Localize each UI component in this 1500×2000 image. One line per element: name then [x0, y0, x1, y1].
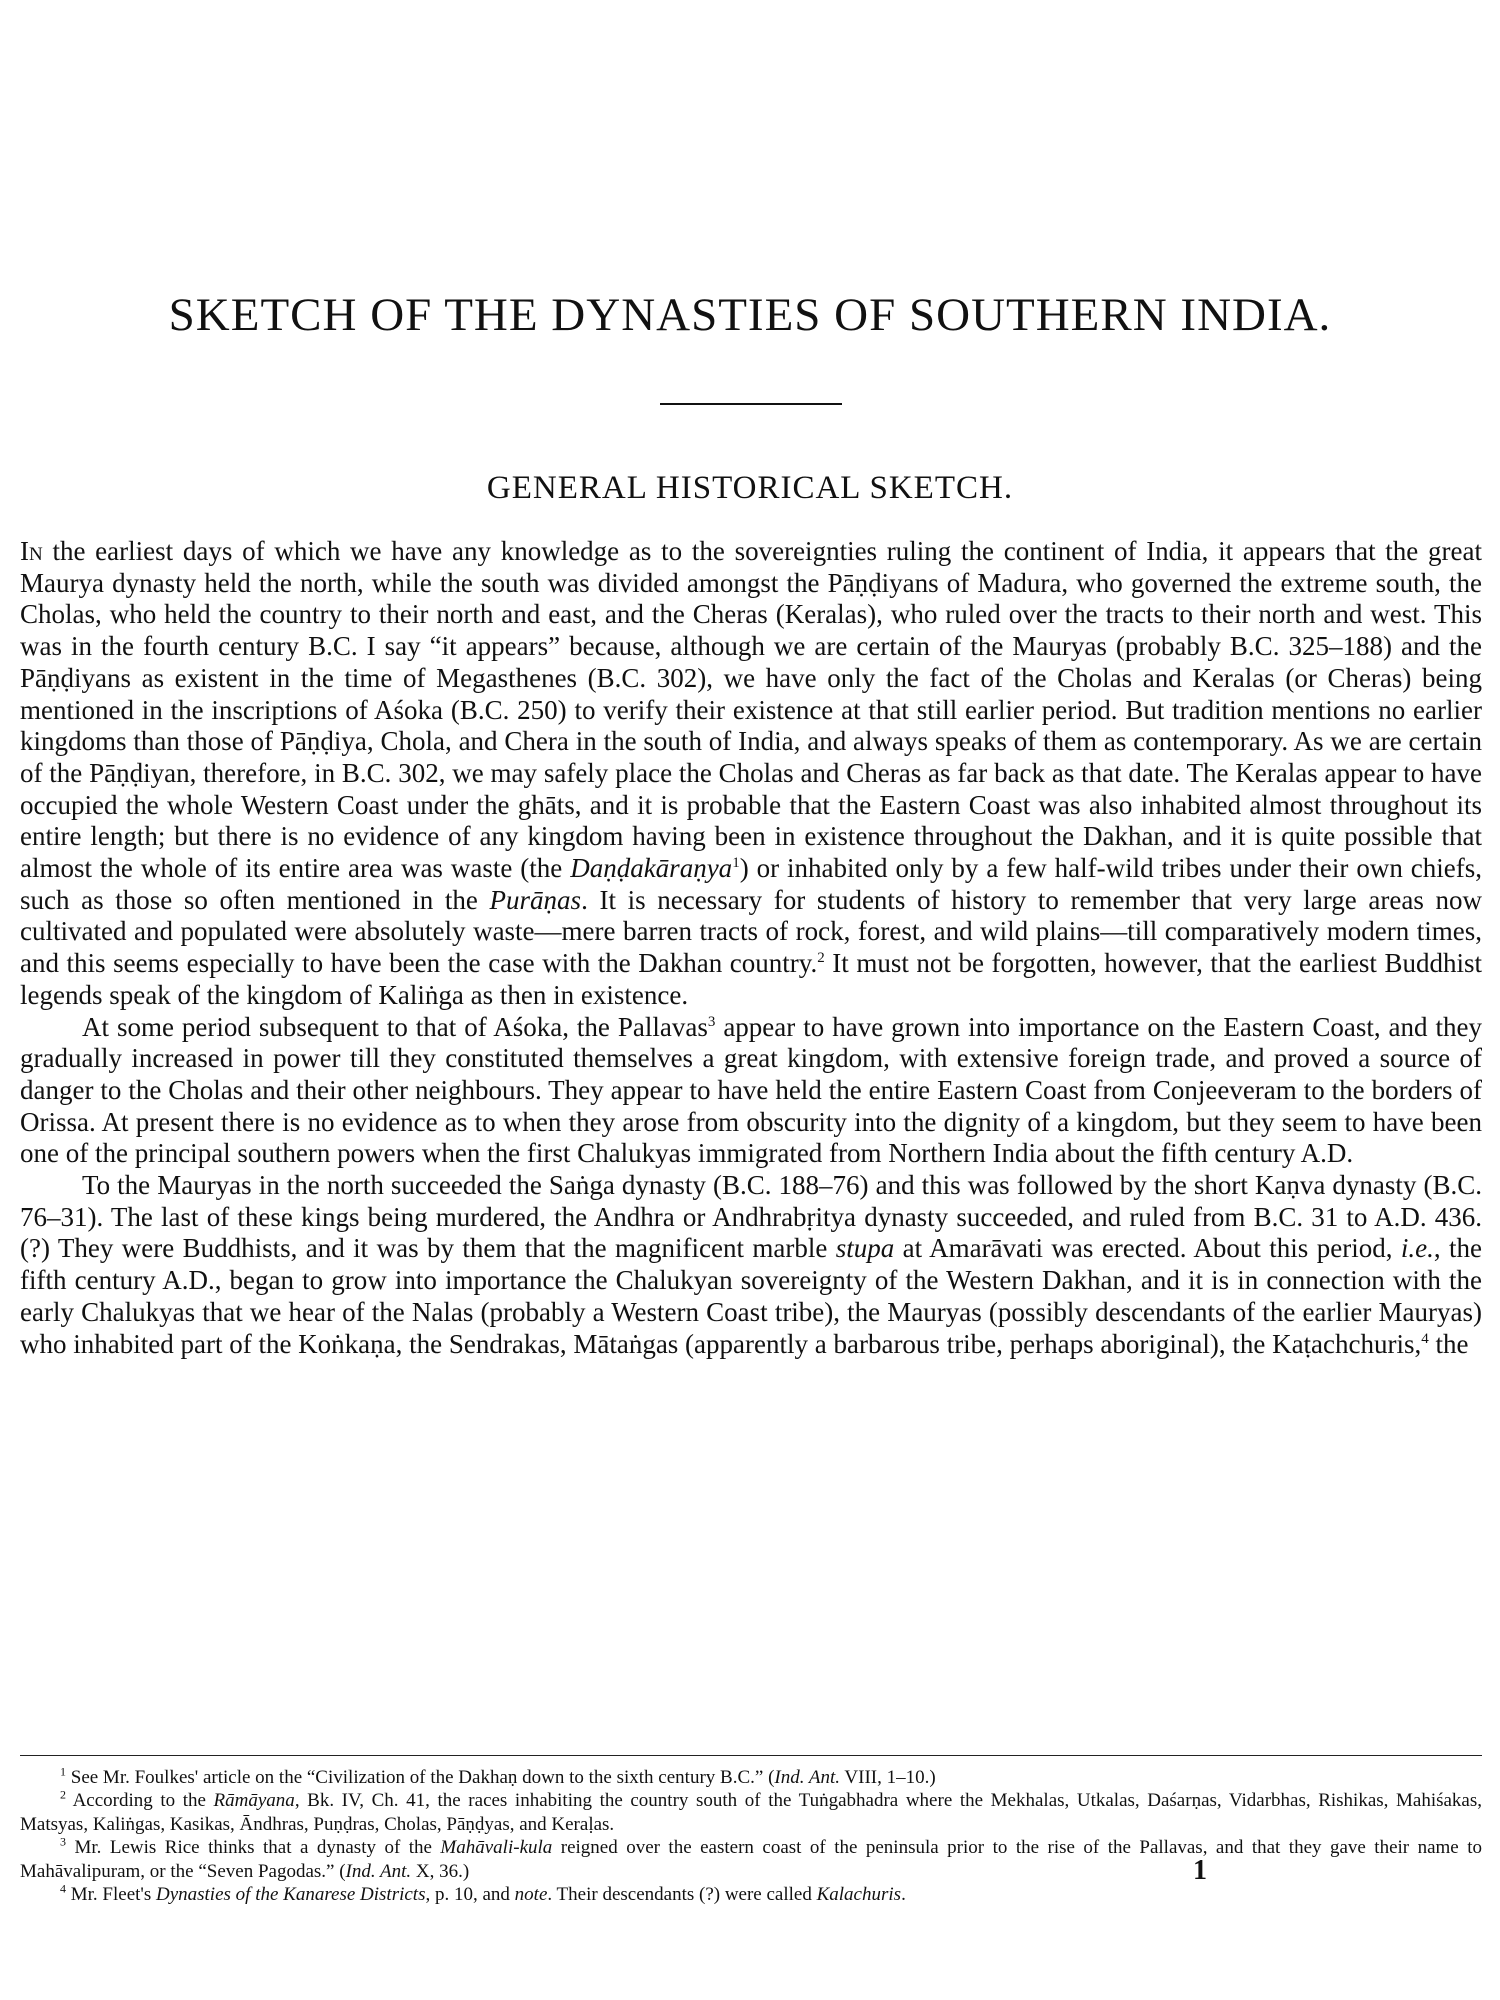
- italic-term: Rāmāyana: [213, 1790, 295, 1812]
- text-run: According to the: [72, 1790, 214, 1812]
- footnote-number: 2: [60, 1788, 66, 1803]
- italic-term: Kalachuris: [816, 1884, 902, 1906]
- italic-term: Mahāvali-kula: [440, 1837, 553, 1859]
- footnote-1: [20, 1766, 1482, 1789]
- footnote-ref: 1: [732, 855, 740, 872]
- footnote-number: 1: [60, 1764, 66, 1779]
- text-run: .: [901, 1884, 906, 1906]
- text-run: reigned over the eastern coast of the peninsula prior to the rise of the Pallavas, and that they gave their name to Mahāvalipuram, or the “Seven Pagodas.” (: [20, 1837, 1482, 1882]
- footnote-4: [20, 1883, 1482, 1906]
- body-text: [20, 536, 1482, 1360]
- paragraph-3: [20, 1170, 1482, 1360]
- footnote-divider: [20, 1755, 1482, 1756]
- text-run: At some period subsequent to that of Aśoka, the Pallavas: [82, 1011, 708, 1042]
- drop-cap: In: [20, 536, 43, 566]
- footnote-2: [20, 1789, 1482, 1836]
- italic-term: Daṇḍakāraṇya: [570, 853, 733, 884]
- text-run: . It is necessary for students of history to remember that very large areas now cultivated and populated were absolutely waste—mere barren tracts of rock, forest, and wild plains—till comparatively modern times, and this seems especially to have been the case with the Dakhan country.: [20, 884, 1483, 979]
- italic-term: note: [514, 1884, 548, 1906]
- italic-term: Ind. Ant.: [345, 1860, 412, 1882]
- text-run: , the fifth century A.D., began to grow into importance the Chalukyan sovereignty of the Western Dakhan, and it is in connection with the early Chalukyas that we hear of the Nalas (probably a Western Coast tribe), the Mauryas (possibly descendants of the earlier Mauryas) who inhabited part of the Koṅkaṇa, the Sendrakas, Mātaṅgas (apparently a barbarous tribe, perhaps aboriginal), the Kaṭachchuris,: [20, 1233, 1482, 1359]
- text-run: . Their descendants (?) were called: [547, 1884, 817, 1906]
- italic-term: i.e.: [1400, 1233, 1434, 1264]
- italic-term: Dynasties of the Kanarese Districts: [155, 1884, 426, 1906]
- text-run: at Amarāvati was erected. About this period,: [894, 1233, 1401, 1264]
- footnote-3: [20, 1836, 1482, 1883]
- text-run: Mr. Lewis Rice thinks that a dynasty of the: [74, 1837, 441, 1859]
- text-run: VIII, 1–10.): [840, 1767, 936, 1788]
- text-run: appear to have grown into importance on the Eastern Coast, and they gradually increased in power till they constituted themselves a great kingdom, with extensive foreign trade, and proved a source of danger to the Cholas and their other neighbours. They appear to have held the entire Eastern Coast from Conjeeveram to the borders of Orissa. At present there is no evidence as to when they arose from obscurity into the dignity of a kingdom, but they seem to have been one of the principal southern powers when the first Chalukyas immigrated from Northern India about the fifth century A.D.: [20, 1011, 1482, 1169]
- text-run: To the Mauryas in the north succeeded the Saṅga dynasty (B.C. 188–76) and this was followed by the short Kaṇva dynasty (B.C. 76–31). The last of these kings being murdered, the Andhra or Andhrabṛitya dynasty succeeded, and ruled from B.C. 31 to A.D. 436. (?) They were Buddhists, and it was by them that the magnificent marble: [20, 1170, 1482, 1264]
- text-run: X, 36.): [411, 1860, 470, 1882]
- footnote-ref: 3: [707, 1013, 716, 1030]
- footnote-ref: 2: [817, 950, 825, 967]
- text-run: Mr. Fleet's: [70, 1884, 156, 1906]
- section-heading: GENERAL HISTORICAL SKETCH.: [486, 470, 1014, 506]
- paragraph-1: [20, 536, 1482, 1012]
- text-run: It must not be forgotten, however, that the earliest Buddhist legends speak of the kingdom of Kaliṅga as then in existence.: [20, 948, 1482, 1010]
- text-run: , Bk. IV, Ch. 41, the races inhabiting the country south of the Tuṅgabhadra where the Mekhalas, Utkalas, Daśarṇas, Vidarbhas, Rishikas, Mahiśakas, Matsyas, Kaliṅgas, Kasikas, Āndhras, Puṇḍras, Cholas, Pāṇḍyas, and Keraḷas.: [20, 1790, 1483, 1835]
- text-run: , p. 10, and: [425, 1884, 515, 1906]
- italic-term: Purāṇas: [489, 884, 582, 915]
- footnote-ref: 4: [1421, 1330, 1429, 1347]
- title-divider: [660, 403, 842, 405]
- page-title: SKETCH OF THE DYNASTIES OF SOUTHERN INDIA.: [168, 289, 1332, 341]
- footnote-number: 4: [60, 1881, 66, 1896]
- text-run: the earliest days of which we have any knowledge as to the sovereignties ruling the continent of India, it appears that the great Maurya dynasty held the north, while the south was divided amongst the Pāṇḍiyans of Madura, who governed the extreme south, the Cholas, who held the country to their north and east, and the Cheras (Keralas), who ruled over the tracts to their north and west. This was in the fourth century B.C. I say “it appears” because, although we are certain of the Mauryas (probably B.C. 325–188) and the Pāṇḍiyans as existent in the time of Megasthenes (B.C. 302), we have only the fact of the Cholas and Keralas (or Cheras) being mentioned in the inscriptions of Aśoka (B.C. 250) to verify their existence at that still earlier period. But tradition mentions no earlier kingdoms than those of Pāṇḍiya, Chola, and Chera in the south of India, and always speaks of them as contemporary. As we are certain of the Pāṇḍiyan, therefore, in B.C. 302, we may safely place the Cholas and Cheras as far back as that date. The Keralas appear to have occupied the whole Western Coast under the ghāts, and it is probable that the Eastern Coast was also inhabited almost throughout its entire length; but there is no evidence of any kingdom having been in existence throughout the Dakhan, and it is quite possible that almost the whole of its entire area was waste (the: [20, 536, 1482, 884]
- footnotes: [20, 1766, 1482, 1906]
- page-number: 1: [1193, 1855, 1207, 1886]
- paragraph-2: [20, 1012, 1482, 1171]
- italic-term: stupa: [835, 1233, 895, 1264]
- italic-term: Ind. Ant.: [774, 1767, 841, 1788]
- text-run: See Mr. Foulkes' article on the “Civilization of the Dakhaṇ down to the sixth century B.C.” (: [70, 1767, 775, 1788]
- footnote-number: 3: [60, 1834, 66, 1849]
- text-run: ) or inhabited only by a few half-wild tribes under their own chiefs, such as those so often mentioned in the: [20, 853, 1482, 915]
- text-run: the: [1428, 1328, 1469, 1359]
